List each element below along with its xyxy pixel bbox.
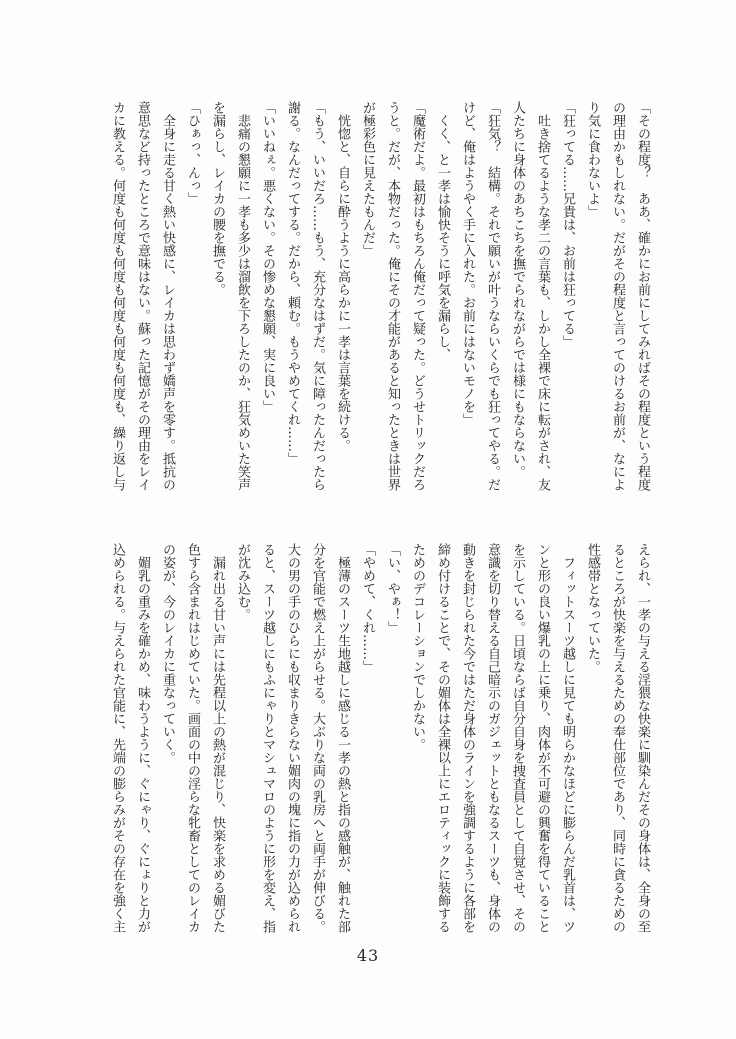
text-block-top	[105, 101, 655, 495]
text-column: 「ひぁっ、んっ」	[185, 101, 200, 205]
text-column: 媚乳の重みを確かめ、味わうように、ぐにゃり、ぐにょりと力が	[135, 543, 150, 933]
text-column: ンと形の良い爆乳の上に乗り、肉体が不可避の興奮を得ていること	[535, 543, 550, 933]
text-column: が沈み込む。	[235, 543, 250, 621]
text-column: 意思など持ったところで意味はない。蘇った記憶がその理由をレイ	[135, 101, 150, 491]
text-column: 「魔術だよ。最初はもちろん俺だって疑った。どうせトリックだろ	[410, 101, 425, 491]
text-column: 大の男の手のひらにも収まりきらない媚肉の塊に指の力が込められ	[285, 543, 300, 933]
text-column: フィットスーツ越しに見ても明らかなほどに膨らんだ乳首は、ツ	[560, 543, 575, 933]
text-column: うと。だが、本物だった。俺にその才能があると知ったときは世界	[385, 101, 400, 491]
text-column: 性感帯となっていた。	[585, 543, 600, 673]
text-column: ためのデコレーションでしかない。	[410, 543, 425, 751]
text-column: けど、俺はようやく手に入れた。お前にはないモノを」	[460, 101, 475, 426]
text-column: を示している。日頃ならば自分自身を捜査員として自覚させ、その	[510, 543, 525, 933]
text-column: を漏らし、レイカの腰を撫でる。	[210, 101, 225, 296]
text-column: 意識を切り替える自己暗示のガジェットともなるスーツも、身体の	[485, 543, 500, 933]
text-column: 恍惚と、自らに酔うように高らかに一孝は言葉を続ける。	[335, 101, 350, 452]
text-column: カに教える。何度も何度も何度も何度も何度も何度も、繰り返し与	[110, 101, 125, 491]
text-column: 「狂ってる……兄貴は、お前は狂ってる」	[560, 101, 575, 348]
text-column: 謝る。なんだってする。だから、頼む。もうやめてくれ……」	[285, 101, 300, 465]
text-column: 「その程度？ ああ、確かにお前にしてみればその程度という程度	[635, 101, 650, 491]
text-column: 極薄のスーツ生地越しに感じる一孝の熱と指の感触が、触れた部	[335, 543, 350, 933]
text-column: の理由かもしれない。だがその程度と言ってのけるお前が、なによ	[610, 101, 625, 491]
text-column: 動きを封じられた今ではただ身体のラインを強調するように各部を	[460, 543, 475, 933]
text-column: ると、スーツ越しにもふにゃりとマシュマロのように形を変え、指	[260, 543, 275, 933]
text-column: 全身に走る甘く熱い快感に、レイカは思わず嬌声を零す。抵抗の	[160, 101, 175, 491]
text-column: 「い、やぁ！」	[385, 543, 400, 634]
text-column: 悲痛の懇願に一孝も多少は溜飲を下ろしたのか、狂気めいた笑声	[235, 101, 250, 491]
text-column: 「いいねぇ。悪くない。その惨めな懇願、実に良い」	[260, 101, 275, 413]
text-column: 「やめて、くれ……」	[360, 543, 375, 673]
text-column: 人たちに身体のあちこちを撫でられながらでは様にもならない。	[510, 101, 525, 478]
page-number: 43	[356, 946, 380, 965]
text-column: 「狂気？ 結構。それで願いが叶うならいくらでも狂ってやる。だ	[485, 101, 500, 491]
text-column: えられ、一孝の与える淫猥な快楽に馴染んだその身体は、全身の至	[635, 543, 650, 933]
text-column: 締め付けることで、その媚体は全裸以上にエロティックに装飾する	[435, 543, 450, 933]
text-column: 色すら含まれはじめていた。画面の中の淫らな牝畜としてのレイカ	[185, 543, 200, 933]
text-column: くく、と一孝は愉快そうに呼気を漏らし、	[435, 101, 450, 361]
text-column: の姿が、今のレイカに重なっていく。	[160, 543, 175, 764]
text-column: 込められる。与えられた官能に、先端の膨らみがその存在を強く主	[110, 543, 125, 933]
text-column: 「もう、いいだろ……もう、充分なはずだ。気に障ったんだったら	[310, 101, 325, 491]
text-column: 分を官能で燃え上がらせる。大ぶりな両の乳房へと両手が伸びる。	[310, 543, 325, 933]
text-column: 漏れ出る甘い声には先程以上の熱が混じり、快楽を求める媚びた	[210, 543, 225, 933]
text-column: り気に食わないよ」	[585, 101, 600, 218]
text-column: が極彩色に見えたもんだ」	[360, 101, 375, 257]
text-column: 吐き捨てるような孝二の言葉も、しかし全裸で床に転がされ、友	[535, 101, 550, 491]
text-block-bottom	[105, 543, 655, 937]
text-column: るところが快楽を与えるための奉仕部位であり、同時に貪るための	[610, 543, 625, 933]
